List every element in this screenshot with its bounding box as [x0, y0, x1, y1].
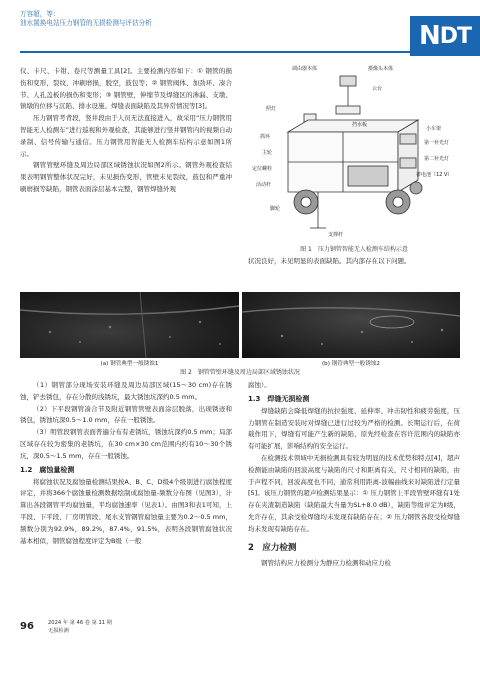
section-heading: 1.2 腐蚀量检测	[20, 465, 75, 474]
header-rule	[20, 51, 410, 53]
paragraph: 钢管结构应力检测分为静应力检测和动应力检	[261, 558, 391, 567]
left-column-bottom	[20, 380, 232, 547]
corrosion-photo-b	[242, 292, 460, 358]
figure2-label-b: (b) 钢管典型一般锈蚀2	[321, 361, 380, 367]
fig1-label: 第一补光灯	[424, 140, 450, 146]
fig1-label: 挡水板	[352, 122, 368, 128]
paragraph: 压力钢管考背段，竖井段由于人员无法直接进入，故采用“压力钢管用智能无人检测车”进行巡视和外观检查，其能够进行竖井钢管内的视频自动录制、信号传输与通信。压力钢管用智能无人检测车结构示意如图1所示。	[20, 114, 232, 158]
journal-issue: 2024 年 第 46 卷 第 11 期	[48, 620, 112, 626]
figure2-label-a: (a) 钢管典型一般锈蚀1	[100, 361, 159, 367]
fig1-label: 摄像头本体	[368, 66, 394, 72]
fig1-label: 照灯	[266, 106, 277, 112]
fig1-label: 活动杆	[256, 182, 272, 188]
figure2-caption: 图 2 钢管管壁环缝及周边局部区域锈蚀状况	[180, 369, 300, 376]
figure1-detection-vehicle-diagram	[248, 62, 460, 242]
fig1-label: 抓环	[260, 134, 271, 140]
journal-info	[48, 620, 112, 635]
fig1-label: 主轮	[262, 150, 273, 156]
fig1-label: 云台	[372, 86, 383, 92]
header-authors: 万容超，等：	[20, 10, 60, 18]
paragraph: （3）明管段钢管表面普遍分布有老锈坑，锈蚀坑深约0.5 mm；局部区域存在较为密集的老锈坑，在30 cm×30 cm范围内约有10～30个锈坑，深0.5～1.5 mm，存在一般锈蚀。	[20, 428, 232, 460]
fig1-label: 支撑杆	[328, 232, 344, 238]
paragraph: 在检测技术领域中无损检测具有较为明显的技术优势和特点[4]，超声检测能由缺陷的回波高度与缺陷的尺寸和距离有关，尺寸相同的缺陷，由于声程不同，回波高度也不同，通常利用距离-波幅曲线来对缺陷进行定量[5]。该压力钢管的超声检测结果显示：① 压力钢管上平段管壁环缝有1处存在夹渣制造缺陷（缺陷最大当量为SL+8.0 dB），缺陷等级评定为Ⅱ级，允许存在，其余受检焊缝均未发现有缺陷存在；② 压力钢管各段受检焊缝均未发现有缺陷存在。	[248, 453, 460, 533]
right-column-top	[248, 256, 460, 268]
left-column-top	[20, 66, 232, 196]
header-running-title: 油水置换电站压力钢管的无损检测与评估分析	[20, 19, 152, 27]
right-column-bottom	[248, 380, 460, 569]
ndt-logo: N DT	[410, 16, 480, 56]
paragraph: 腐蚀）。	[248, 381, 271, 389]
paragraph: 将腐蚀状况及腐蚀量检测结果按A、B、C、D级4个级别进行腐蚀程度评定，并将366个腐蚀量检测数据绘制成腐蚀量-频数分布图（见图3），计算出各段钢管平均腐蚀量，平均腐蚀速率（见表1）。由图3和表1可知，上平段、下平段、厂房明管段、尾水支管钢管腐蚀量主要为0.2～0.5 mm，频数分别为92.9%，89.2%，87.4%，91.5%，表明各段钢管腐蚀状况基本相似，钢管腐蚀程度评定为B级（一般	[20, 477, 232, 545]
running-header	[20, 10, 152, 28]
paragraph: 状况良好，未见明显的表面缺陷。其内部存在以下问题。	[248, 257, 411, 265]
section-heading: 1.3 焊缝无损检测	[248, 394, 310, 403]
paragraph: 仪、卡尺、卡钳、卷尺等测量工具[2]。主要检测内容如下：① 钢管的损伤和变形，裂纹，冲刷磨损，脱空，鼓包等；② 钢管阀体、加劲环、凑合节、人孔盖板的损伤和变形；③ 钢管壁，伸缩节及焊缝区的渗漏、支墩、镇墩的位移与沉陷、排水设施、焊缝表面缺陷及其异常情况等[3]。	[20, 67, 232, 111]
page-number: 96	[20, 621, 34, 632]
section-heading: 2 应力检测	[248, 542, 297, 553]
figure1-caption: 图 1 压力钢管智能无人检测车结构示意	[300, 246, 408, 253]
paragraph: 焊缝缺陷会降低焊缝的抗拉强度、延伸率、冲击韧性和疲劳强度，压力钢管在制造安装时对焊缝已进行过较为严格的检测。长期运行后，在荷载作用下，焊缝有可能产生新的缺陷，原先经检查在容许范围内的缺陷亦有可能扩展，影响结构的安全运行。	[248, 406, 460, 451]
fig1-label: 蓄电池（12 V）	[416, 172, 453, 178]
fig1-label: 定位螺栓	[252, 166, 273, 172]
journal-name: 无损检测	[48, 627, 69, 634]
paragraph: （2）下平段钢管凑合节及附近钢管管壁表面涂层脱落，出现锈迹和锈包，锈蚀坑深0.5～1.0 mm，存在一般锈蚀。	[20, 404, 232, 425]
corrosion-photo-a	[20, 292, 239, 358]
paragraph: 钢管管壁环缝及周边局部区域锈蚀状况如图2所示。钢管外观检查结果表明钢管整体状况完好，未见损伤变形，管壁未见裂纹，鼓包和严重冲刷磨损等缺陷，钢管表面涂层基本完整，钢管焊缝外观	[20, 161, 232, 193]
paragraph: （1）钢管部分现场安装环缝及周边局部区域(15～30 cm)存在锈蚀，铲去锈包，存在分散的浅锈坑，最大锈蚀坑深约0.5 mm。	[20, 381, 232, 401]
fig1-label: 调由器本体	[292, 66, 318, 72]
figure2-photos	[20, 292, 460, 358]
fig1-label: 小车架	[426, 126, 442, 132]
fig1-label: 脚轮	[270, 206, 281, 212]
fig1-label: 第二补光灯	[424, 156, 450, 162]
